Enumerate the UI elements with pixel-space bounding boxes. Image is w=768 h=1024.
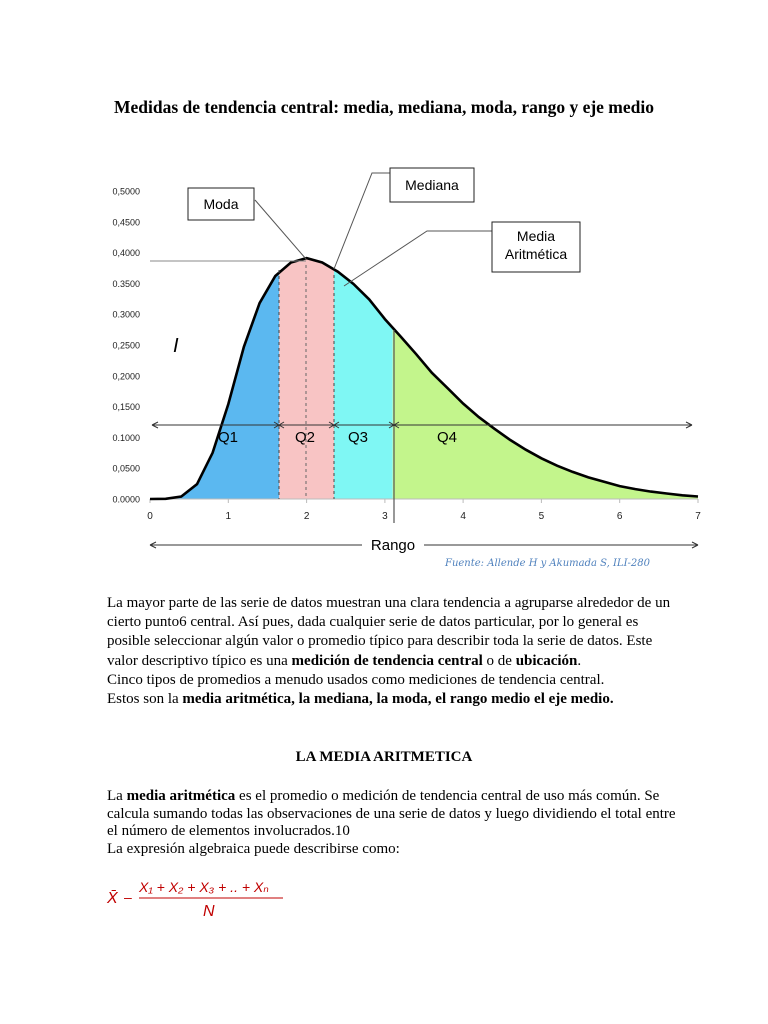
intro-text: [107, 594, 682, 709]
formula-numerator: X₁ + X₂ + X₃ + .. + Xₙ: [139, 879, 269, 895]
y-tick-label: 0.0000: [112, 494, 140, 505]
y-tick-label: 0,2500: [112, 340, 140, 351]
media-text: [107, 788, 682, 858]
p1-bold-term: medición de tendencia central: [291, 652, 483, 669]
y-tick-label: 0,4500: [112, 217, 140, 228]
paragraph-5: La expresión algebraica puede describirse como:: [107, 840, 400, 857]
media-callout-line2: Aritmética: [504, 246, 568, 262]
region-q3: [334, 269, 393, 499]
region-q2: [279, 258, 334, 499]
x-tick-label: 2: [303, 511, 310, 522]
media-leader-line: [344, 231, 492, 286]
y-marker-glyph: I: [173, 335, 179, 357]
y-axis-labels: [112, 187, 140, 505]
media-callout-line1: Media: [516, 228, 556, 244]
x-tick-label: 4: [460, 511, 466, 522]
x-tick-label: 1: [225, 511, 232, 522]
section-heading: LA MEDIA ARITMETICA: [295, 749, 473, 765]
p1-period: .: [577, 652, 582, 669]
region-q1: [174, 273, 280, 499]
q1-label: Q1: [217, 429, 239, 446]
p3-text: Estos son la: [107, 691, 183, 708]
p1-connector: o de: [482, 652, 516, 669]
page-title: Medidas de tendencia central: media, mediana, moda, rango y eje medio: [113, 97, 654, 117]
x-axis-labels: [147, 511, 701, 522]
mediana-callout-label: Mediana: [405, 177, 459, 193]
y-tick-label: 0,0500: [112, 463, 140, 474]
y-tick-label: 0,2000: [112, 371, 140, 382]
q4-label: Q4: [436, 429, 458, 446]
x-tick-label: 3: [382, 511, 388, 522]
paragraph-1: [107, 594, 682, 671]
q3-label: Q3: [347, 429, 369, 446]
moda-leader-line: [255, 200, 306, 259]
paragraph-2: Cinco tipos de promedios a menudo usados como mediciones de tendencia central.: [107, 671, 605, 688]
p4-bold-term: media aritmética: [126, 788, 236, 804]
y-tick-label: 0,4000: [112, 248, 140, 259]
mean-formula: [105, 872, 305, 922]
q2-label: Q2: [294, 429, 316, 446]
y-tick-label: 0.3000: [112, 309, 140, 320]
y-tick-label: 0,5000: [112, 186, 140, 197]
x-tick-label: 7: [695, 511, 701, 522]
quartile-regions: [174, 258, 699, 499]
formula-denominator: N: [203, 903, 215, 920]
p4-text: es el promedio o medición de tendencia central de uso más común. Se calcula sumando todas las observaciones de una serie de datos y luego dividiendo el total entre el número de elementos involucrados.10: [107, 788, 676, 840]
y-tick-label: 0,1500: [112, 402, 140, 413]
formula-lhs: X̄: [107, 890, 118, 907]
p3-bold-list: media aritmética, la mediana, la moda, el rango medio el eje medio.: [182, 691, 614, 708]
p1-bold-ubicacion: ubicación: [515, 652, 578, 669]
x-tick-label: 0: [147, 511, 153, 522]
paragraph-4: [107, 788, 682, 841]
x-axis-ticks: [150, 499, 698, 503]
moda-callout-label: Moda: [203, 196, 239, 212]
region-q4: [393, 328, 698, 499]
y-tick-label: 0.3500: [112, 278, 140, 289]
y-tick-label: 0.1000: [112, 432, 140, 443]
x-tick-label: 5: [538, 511, 545, 522]
p4-text-start: La: [107, 788, 127, 804]
x-tick-label: 6: [616, 511, 623, 522]
p1-text: La mayor parte de las serie de datos muestran una clara tendencia a agruparse alrededor de un cierto punto6 central. Así pues, dada cualquier serie de datos particular, por lo general es posible seleccionar algún valor o promedio típico para describir toda la serie de datos. Este valor descriptivo típico es una: [107, 595, 671, 669]
formula-equals: –: [124, 889, 132, 905]
range-label: Rango: [370, 537, 416, 554]
distribution-chart: [100, 155, 710, 555]
paragraph-3: [107, 690, 682, 709]
chart-source: Fuente: Allende H y Akumada S, ILI-280: [445, 558, 650, 569]
mediana-leader-line: [334, 173, 390, 269]
